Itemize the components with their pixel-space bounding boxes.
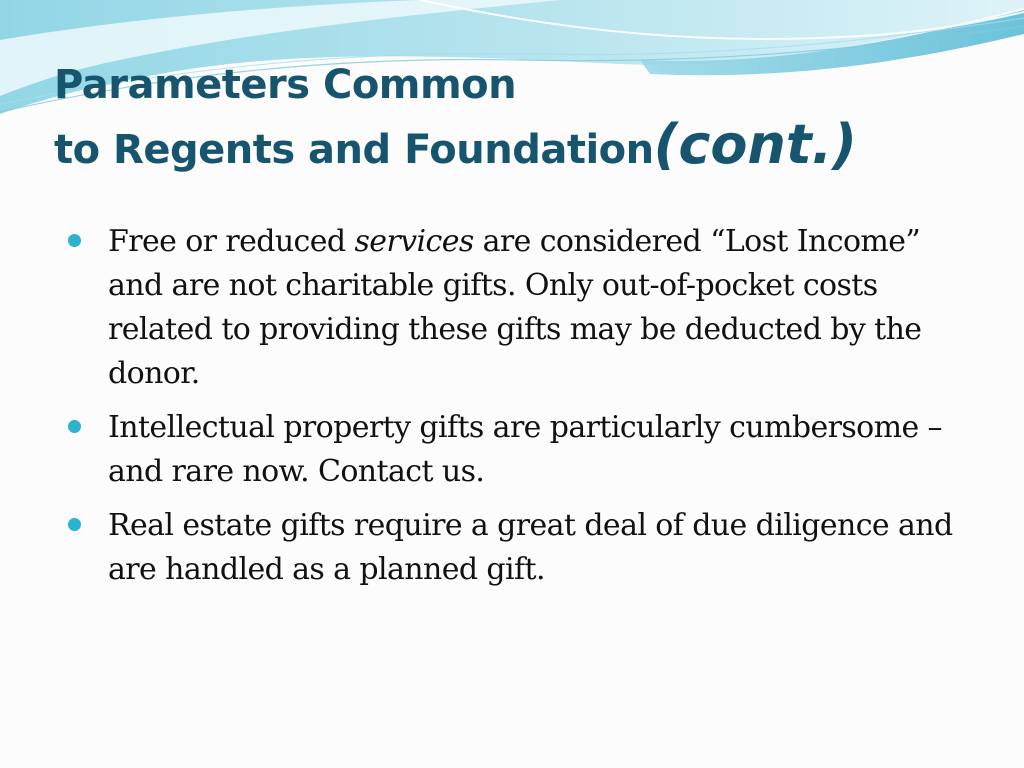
- bullet-dot-icon: [68, 420, 81, 433]
- bullet-text: Intellectual property gifts are particularly cumbersome – and rare now. Contact us.: [108, 410, 942, 489]
- bullet-text-before: Free or reduced: [108, 224, 355, 259]
- slide-title: [54, 62, 994, 176]
- bullet-text-after: are considered “Lost Income” and are not charitable gifts. Only out-of-pocket costs related to providing these gifts may be deducted by the donor.: [108, 224, 922, 391]
- bullet-item: [64, 504, 974, 592]
- bullet-list: [64, 220, 974, 602]
- bullet-text-emphasis: services: [354, 224, 474, 259]
- bullet-dot-icon: [68, 234, 81, 247]
- bullet-dot-icon: [68, 518, 81, 531]
- title-line-1: Parameters Common: [54, 62, 517, 108]
- title-suffix: (cont.): [653, 113, 857, 176]
- bullet-item: [64, 406, 974, 494]
- bullet-text: Real estate gifts require a great deal of due diligence and are handled as a planned gift.: [108, 508, 953, 587]
- bullet-item: [64, 220, 974, 396]
- title-line-2-text: to Regents and Foundation: [54, 127, 654, 173]
- title-line-2: [54, 114, 994, 176]
